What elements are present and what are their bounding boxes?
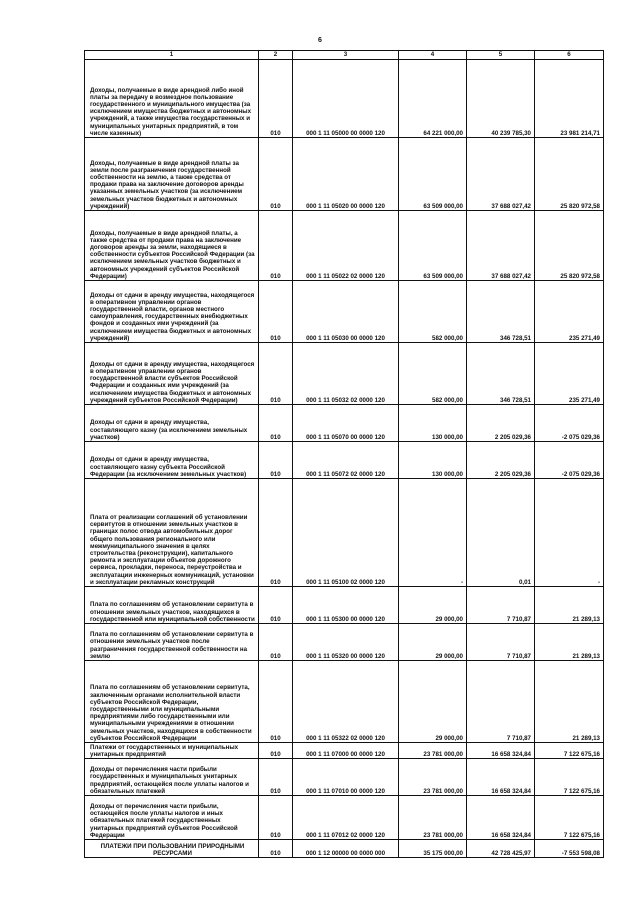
row-plan: 63 509 000,00 (399, 138, 467, 211)
row-budget-code: 000 1 11 05100 02 0000 120 (293, 479, 399, 587)
row-line-code: 010 (259, 60, 293, 138)
row-budget-code: 000 1 11 05070 00 0000 120 (293, 405, 399, 442)
row-line-code: 010 (259, 405, 293, 442)
row-budget-code: 000 1 11 05030 00 0000 120 (293, 281, 399, 343)
row-budget-code: 000 1 11 05320 00 0000 120 (293, 624, 399, 661)
row-name: Плата по соглашениям об установлении сервитута, заключенным органами исполнительной власти субъектов Российской Федерации, государственными или муниципальными предприятиями либо государственными или муниципальными учреждениями в отношении земельных участков, находящихся в собственности субъектов Российской Федерации (85, 661, 259, 743)
row-name: ПЛАТЕЖИ ПРИ ПОЛЬЗОВАНИИ ПРИРОДНЫМИ РЕСУРСАМИ (85, 840, 259, 858)
row-executed: 37 688 027,42 (467, 211, 535, 281)
table-row (85, 624, 604, 661)
row-executed: 0,01 (467, 479, 535, 587)
row-plan: 130 000,00 (399, 405, 467, 442)
table-row (85, 743, 604, 759)
row-remaining: 25 820 972,58 (535, 211, 604, 281)
column-header: 4 (399, 51, 467, 60)
row-plan: 29 000,00 (399, 661, 467, 743)
row-line-code: 010 (259, 624, 293, 661)
row-budget-code: 000 1 11 05032 02 0000 120 (293, 343, 399, 405)
row-name: Плата от реализации соглашений об установлении сервитутов в отношении земельных участков в границах полос отвода автомобильных дорог общего пользования регионального или межмуниципального значения в целях строительства (реконструкции), капитального ремонта и эксплуатации объектов дорожного сервиса, прокладки, переноса, переустройства и эксплуатации инженерных коммуникаций, установки и эксплуатации рекламных конструкций (85, 479, 259, 587)
row-name: Доходы от сдачи в аренду имущества, составляющего казну субъекта Российской Федерации (за исключением земельных участков) (85, 442, 259, 479)
row-remaining: 7 122 675,16 (535, 759, 604, 796)
row-executed: 2 205 029,36 (467, 405, 535, 442)
row-executed: 16 658 324,84 (467, 743, 535, 759)
row-budget-code: 000 1 11 05022 02 0000 120 (293, 211, 399, 281)
row-plan: 23 781 000,00 (399, 759, 467, 796)
row-budget-code: 000 1 11 05000 00 0000 120 (293, 60, 399, 138)
row-executed: 7 710,87 (467, 587, 535, 624)
table-row (85, 405, 604, 442)
row-plan: 35 175 000,00 (399, 840, 467, 858)
row-plan: 582 000,00 (399, 343, 467, 405)
row-plan: 29 000,00 (399, 587, 467, 624)
row-remaining: -2 075 029,36 (535, 405, 604, 442)
row-remaining: 235 271,49 (535, 343, 604, 405)
row-executed: 346 728,51 (467, 343, 535, 405)
row-plan: 130 000,00 (399, 442, 467, 479)
table-row (85, 796, 604, 840)
row-budget-code: 000 1 11 07012 02 0000 120 (293, 796, 399, 840)
row-remaining: - (535, 479, 604, 587)
page-number: 6 (318, 37, 322, 44)
row-remaining: 7 122 675,16 (535, 743, 604, 759)
row-name: Доходы от перечисления части прибыли, остающейся после уплаты налогов и иных обязательных платежей государственных унитарных предприятий субъектов Российской Федерации (85, 796, 259, 840)
row-name: Доходы от сдачи в аренду имущества, находящегося в оперативном управлении органов государственной власти, органов местного самоуправления, государственных внебюджетных фондов и созданных ими учреждений (за исключением имущества бюджетных и автономных учреждений) (85, 281, 259, 343)
column-header: 5 (467, 51, 535, 60)
row-budget-code: 000 1 11 05072 02 0000 120 (293, 442, 399, 479)
row-remaining: 21 289,13 (535, 587, 604, 624)
column-header: 3 (293, 51, 399, 60)
row-line-code: 010 (259, 343, 293, 405)
row-name: Доходы, получаемые в виде арендной либо иной платы за передачу в возмездное пользование государственного и муниципального имущества (за исключением имущества бюджетных и автономных учреждений, а также имущества государственных и муниципальных унитарных предприятий, в том числе казенных) (85, 60, 259, 138)
row-budget-code: 000 1 11 05322 02 0000 120 (293, 661, 399, 743)
row-executed: 7 710,87 (467, 624, 535, 661)
row-budget-code: 000 1 12 00000 00 0000 000 (293, 840, 399, 858)
table-row (85, 759, 604, 796)
row-name: Доходы от перечисления части прибыли государственных и муниципальных унитарных предприятий, остающейся после уплаты налогов и обязательных платежей (85, 759, 259, 796)
row-remaining: 23 981 214,71 (535, 60, 604, 138)
row-remaining: 7 122 675,16 (535, 796, 604, 840)
table-row (85, 479, 604, 587)
row-line-code: 010 (259, 281, 293, 343)
header-row (85, 51, 604, 60)
row-name: Плата по соглашениям об установлении сервитута в отношении земельных участков после разграничения государственной собственности на землю (85, 624, 259, 661)
row-budget-code: 000 1 11 05020 00 0000 120 (293, 138, 399, 211)
row-remaining: 235 271,49 (535, 281, 604, 343)
row-budget-code: 000 1 11 07010 00 0000 120 (293, 759, 399, 796)
row-executed: 2 205 029,36 (467, 442, 535, 479)
row-line-code: 010 (259, 743, 293, 759)
column-header: 1 (85, 51, 259, 60)
row-budget-code: 000 1 11 05300 00 0000 120 (293, 587, 399, 624)
column-header: 6 (535, 51, 604, 60)
row-line-code: 010 (259, 796, 293, 840)
row-executed: 37 688 027,42 (467, 138, 535, 211)
row-name: Платежи от государственных и муниципальных унитарных предприятий (85, 743, 259, 759)
row-plan: 23 781 000,00 (399, 743, 467, 759)
row-plan: 63 509 000,00 (399, 211, 467, 281)
table-row (85, 343, 604, 405)
table-row (85, 661, 604, 743)
row-name: Доходы, получаемые в виде арендной платы за земли после разграничения государственной собственности на землю, а также средства от продажи права на заключение договоров аренды указанных земельных участков (за исключением земельных участков бюджетных и автономных учреждений) (85, 138, 259, 211)
row-remaining: -2 075 029,36 (535, 442, 604, 479)
row-name: Доходы, получаемые в виде арендной платы, а также средства от продажи права на заключение договоров аренды за земли, находящиеся в собственности субъектов Российской Федерации (за исключением земельных участков бюджетных и автономных учреждений субъектов Российской Федерации) (85, 211, 259, 281)
row-plan: 23 781 000,00 (399, 796, 467, 840)
row-line-code: 010 (259, 138, 293, 211)
row-name: Доходы от сдачи в аренду имущества, составляющего казну (за исключением земельных участков) (85, 405, 259, 442)
row-executed: 40 239 785,30 (467, 60, 535, 138)
table-row (85, 281, 604, 343)
row-name: Доходы от сдачи в аренду имущества, находящегося в оперативном управлении органов государственной власти субъектов Российской Федерации и созданных ими учреждений (за исключением имущества бюджетных и автономных учреждений субъектов Российской Федерации) (85, 343, 259, 405)
row-remaining: -7 553 598,08 (535, 840, 604, 858)
row-remaining: 21 289,13 (535, 624, 604, 661)
row-line-code: 010 (259, 442, 293, 479)
row-executed: 346 728,51 (467, 281, 535, 343)
table-row (85, 587, 604, 624)
row-executed: 42 728 425,97 (467, 840, 535, 858)
row-line-code: 010 (259, 479, 293, 587)
column-header: 2 (259, 51, 293, 60)
table-row (85, 840, 604, 858)
row-remaining: 21 289,13 (535, 661, 604, 743)
row-plan: 29 000,00 (399, 624, 467, 661)
table-row (85, 138, 604, 211)
row-plan: - (399, 479, 467, 587)
row-line-code: 010 (259, 840, 293, 858)
row-executed: 16 658 324,84 (467, 796, 535, 840)
row-executed: 16 658 324,84 (467, 759, 535, 796)
row-remaining: 25 820 972,58 (535, 138, 604, 211)
row-line-code: 010 (259, 661, 293, 743)
table-row (85, 60, 604, 138)
table-row (85, 442, 604, 479)
row-name: Плата по соглашениям об установлении сервитута в отношении земельных участков, находящихся в государственной или муниципальной собственности (85, 587, 259, 624)
row-plan: 64 221 000,00 (399, 60, 467, 138)
row-budget-code: 000 1 11 07000 00 0000 120 (293, 743, 399, 759)
row-executed: 7 710,87 (467, 661, 535, 743)
income-table (84, 50, 604, 858)
table-row (85, 211, 604, 281)
row-line-code: 010 (259, 587, 293, 624)
row-plan: 582 000,00 (399, 281, 467, 343)
row-line-code: 010 (259, 759, 293, 796)
row-line-code: 010 (259, 211, 293, 281)
